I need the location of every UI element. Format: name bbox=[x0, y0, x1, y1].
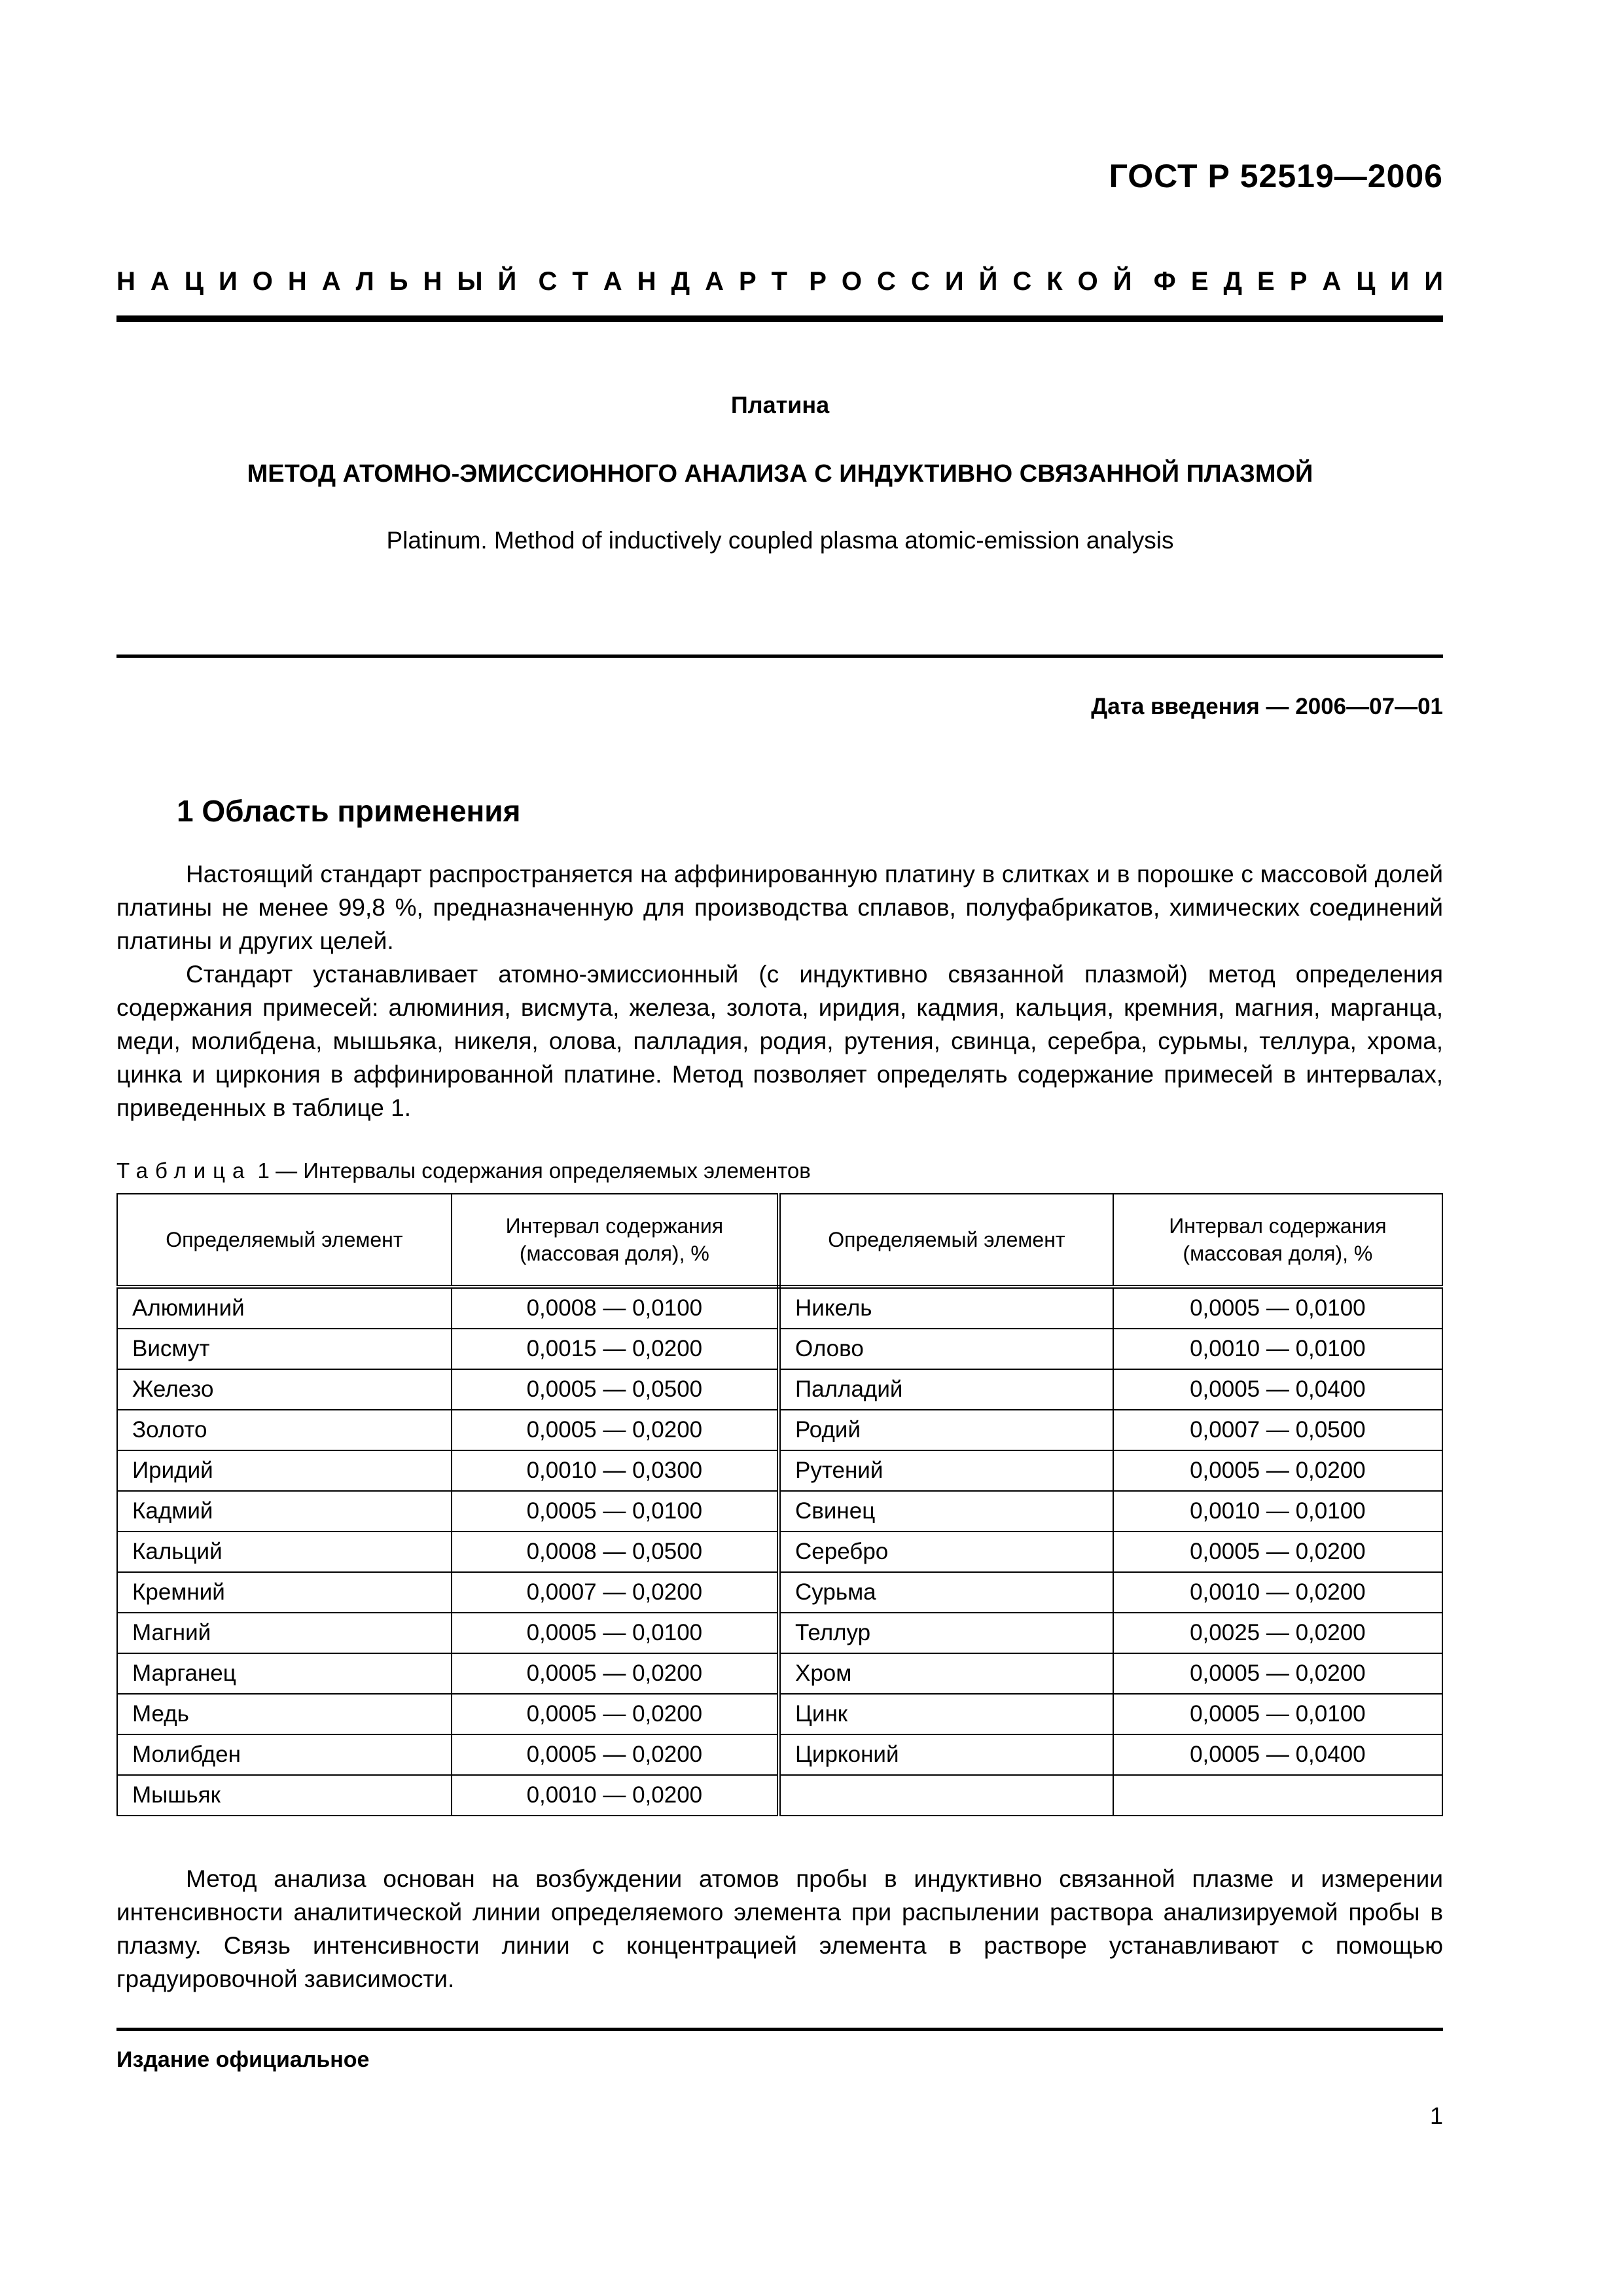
table-caption bbox=[116, 1158, 811, 1183]
table-header-row bbox=[117, 1194, 1442, 1287]
interval-value: 0,0007 — 0,0500 bbox=[1113, 1410, 1442, 1450]
table-row bbox=[117, 1287, 1442, 1329]
table-row bbox=[117, 1694, 1442, 1734]
header-interval-line2: (массовая доля), % bbox=[1183, 1242, 1373, 1265]
element-name: Молибден bbox=[117, 1734, 452, 1775]
header-interval-line1: Интервал содержания bbox=[1169, 1214, 1387, 1238]
element-name: Алюминий bbox=[117, 1287, 452, 1329]
element-name: Серебро bbox=[779, 1532, 1113, 1572]
table-row bbox=[117, 1410, 1442, 1450]
element-name: Железо bbox=[117, 1369, 452, 1410]
element-name: Олово bbox=[779, 1329, 1113, 1369]
product-name: Платина bbox=[730, 391, 830, 418]
interval-value: 0,0010 — 0,0100 bbox=[1113, 1329, 1442, 1369]
interval-value: 0,0025 — 0,0200 bbox=[1113, 1613, 1442, 1653]
interval-value: 0,0005 — 0,0100 bbox=[1113, 1287, 1442, 1329]
interval-value: 0,0005 — 0,0500 bbox=[452, 1369, 779, 1410]
table-row bbox=[117, 1734, 1442, 1775]
interval-value: 0,0005 — 0,0100 bbox=[452, 1613, 779, 1653]
header-interval bbox=[452, 1194, 779, 1287]
element-name: Хром bbox=[779, 1653, 1113, 1694]
element-name: Иридий bbox=[117, 1450, 452, 1491]
section-heading: 1 Область применения bbox=[177, 794, 521, 828]
element-name: Родий bbox=[779, 1410, 1113, 1450]
header-element: Определяемый элемент bbox=[779, 1194, 1113, 1287]
interval-value: 0,0005 — 0,0200 bbox=[1113, 1532, 1442, 1572]
element-name: Сурьма bbox=[779, 1572, 1113, 1613]
table-row bbox=[117, 1450, 1442, 1491]
interval-value: 0,0005 — 0,0100 bbox=[1113, 1694, 1442, 1734]
element-name: Магний bbox=[117, 1613, 452, 1653]
interval-value: 0,0005 — 0,0200 bbox=[452, 1653, 779, 1694]
element-name: Цирконий bbox=[779, 1734, 1113, 1775]
interval-value: 0,0005 — 0,0200 bbox=[452, 1734, 779, 1775]
header-interval bbox=[1113, 1194, 1442, 1287]
interval-value: 0,0010 — 0,0100 bbox=[1113, 1491, 1442, 1532]
interval-value: 0,0005 — 0,0200 bbox=[452, 1694, 779, 1734]
title-rule bbox=[116, 655, 1443, 658]
footer-rule bbox=[116, 2028, 1443, 2031]
interval-value: 0,0008 — 0,0100 bbox=[452, 1287, 779, 1329]
document-title-en: Platinum. Method of inductively coupled plasma atomic-emission analysis bbox=[386, 527, 1174, 554]
interval-value: 0,0007 — 0,0200 bbox=[452, 1572, 779, 1613]
table-caption-prefix: Таблица bbox=[116, 1158, 252, 1183]
header-interval-line1: Интервал содержания bbox=[505, 1214, 724, 1238]
paragraph-scope: Настоящий стандарт распространяется на аффинированную платину в слитках и в порошке с массовой долей платины не менее 99,8 %, предназначенную для производства сплавов, полуфабрикатов, химических соединений платины и других целей. bbox=[116, 861, 1443, 954]
national-standard-banner bbox=[116, 267, 1443, 296]
page-number: 1 bbox=[1429, 2102, 1443, 2129]
element-name: Марганец bbox=[117, 1653, 452, 1694]
element-name: Цинк bbox=[779, 1694, 1113, 1734]
intervals-table bbox=[116, 1193, 1443, 1816]
table-caption-text: 1 — Интервалы содержания определяемых элементов bbox=[251, 1158, 811, 1183]
banner-word: Н А Ц И О Н А Л Ь Н Ы Й bbox=[116, 267, 517, 296]
interval-value: 0,0005 — 0,0200 bbox=[1113, 1450, 1442, 1491]
banner-word: Ф Е Д Е Р А Ц И И bbox=[1153, 267, 1443, 296]
element-name: Никель bbox=[779, 1287, 1113, 1329]
element-name: Медь bbox=[117, 1694, 452, 1734]
interval-value: 0,0010 — 0,0200 bbox=[1113, 1572, 1442, 1613]
interval-value: 0,0005 — 0,0400 bbox=[1113, 1369, 1442, 1410]
table-row bbox=[117, 1572, 1442, 1613]
interval-value: 0,0005 — 0,0200 bbox=[1113, 1653, 1442, 1694]
interval-value: 0,0008 — 0,0500 bbox=[452, 1532, 779, 1572]
document-number: ГОСТ Р 52519—2006 bbox=[1109, 158, 1443, 194]
interval-value: 0,0010 — 0,0200 bbox=[452, 1775, 779, 1816]
edition-label: Издание официальное bbox=[116, 2047, 370, 2072]
element-name: Свинец bbox=[779, 1491, 1113, 1532]
interval-value bbox=[1113, 1775, 1442, 1816]
element-name bbox=[779, 1775, 1113, 1816]
table-row bbox=[117, 1613, 1442, 1653]
header-element: Определяемый элемент bbox=[117, 1194, 452, 1287]
header-interval-line2: (массовая доля), % bbox=[519, 1242, 709, 1265]
table-row bbox=[117, 1532, 1442, 1572]
element-name: Теллур bbox=[779, 1613, 1113, 1653]
paragraph-method: Стандарт устанавливает атомно-эмиссионный (с индуктивно связанной плазмой) метод определения содержания примесей: алюминия, висмута, железа, золота, иридия, кадмия, кальция, кремния, магния, марганца, меди, молибдена, мышьяка, никеля, олова, палладия, родия, рутения, свинца, серебра, сурьмы, теллура, хрома, цинка и циркония в аффинированной платине. Метод позволяет определять содержание примесей в интервалах, приведенных в таблице 1. bbox=[116, 961, 1443, 1121]
interval-value: 0,0005 — 0,0200 bbox=[452, 1410, 779, 1450]
banner-word: Р О С С И Й С К О Й bbox=[809, 267, 1132, 296]
element-name: Золото bbox=[117, 1410, 452, 1450]
element-name: Кремний bbox=[117, 1572, 452, 1613]
introduction-date: Дата введения — 2006—07—01 bbox=[1091, 694, 1443, 719]
paragraph-principle: Метод анализа основан на возбуждении атомов пробы в индуктивно связанной плазме и измерении интенсивности аналитической линии определяемого элемента при распылении раствора анализируемой пробы в плазму. Связь интенсивности линии с концентрацией элемента в растворе устанавливают с помощью градуировочной зависимости. bbox=[116, 1865, 1443, 1992]
table-row bbox=[117, 1329, 1442, 1369]
interval-value: 0,0015 — 0,0200 bbox=[452, 1329, 779, 1369]
table-row bbox=[117, 1653, 1442, 1694]
element-name: Кадмий bbox=[117, 1491, 452, 1532]
element-name: Рутений bbox=[779, 1450, 1113, 1491]
banner-word: С Т А Н Д А Р Т bbox=[538, 267, 788, 296]
interval-value: 0,0010 — 0,0300 bbox=[452, 1450, 779, 1491]
interval-value: 0,0005 — 0,0400 bbox=[1113, 1734, 1442, 1775]
interval-value: 0,0005 — 0,0100 bbox=[452, 1491, 779, 1532]
element-name: Мышьяк bbox=[117, 1775, 452, 1816]
table-row bbox=[117, 1369, 1442, 1410]
header-rule bbox=[116, 315, 1443, 322]
element-name: Кальций bbox=[117, 1532, 452, 1572]
element-name: Висмут bbox=[117, 1329, 452, 1369]
table-row bbox=[117, 1491, 1442, 1532]
document-title-ru: МЕТОД АТОМНО-ЭМИССИОННОГО АНАЛИЗА С ИНДУКТИВНО СВЯЗАННОЙ ПЛАЗМОЙ bbox=[247, 460, 1313, 488]
table-row bbox=[117, 1775, 1442, 1816]
element-name: Палладий bbox=[779, 1369, 1113, 1410]
